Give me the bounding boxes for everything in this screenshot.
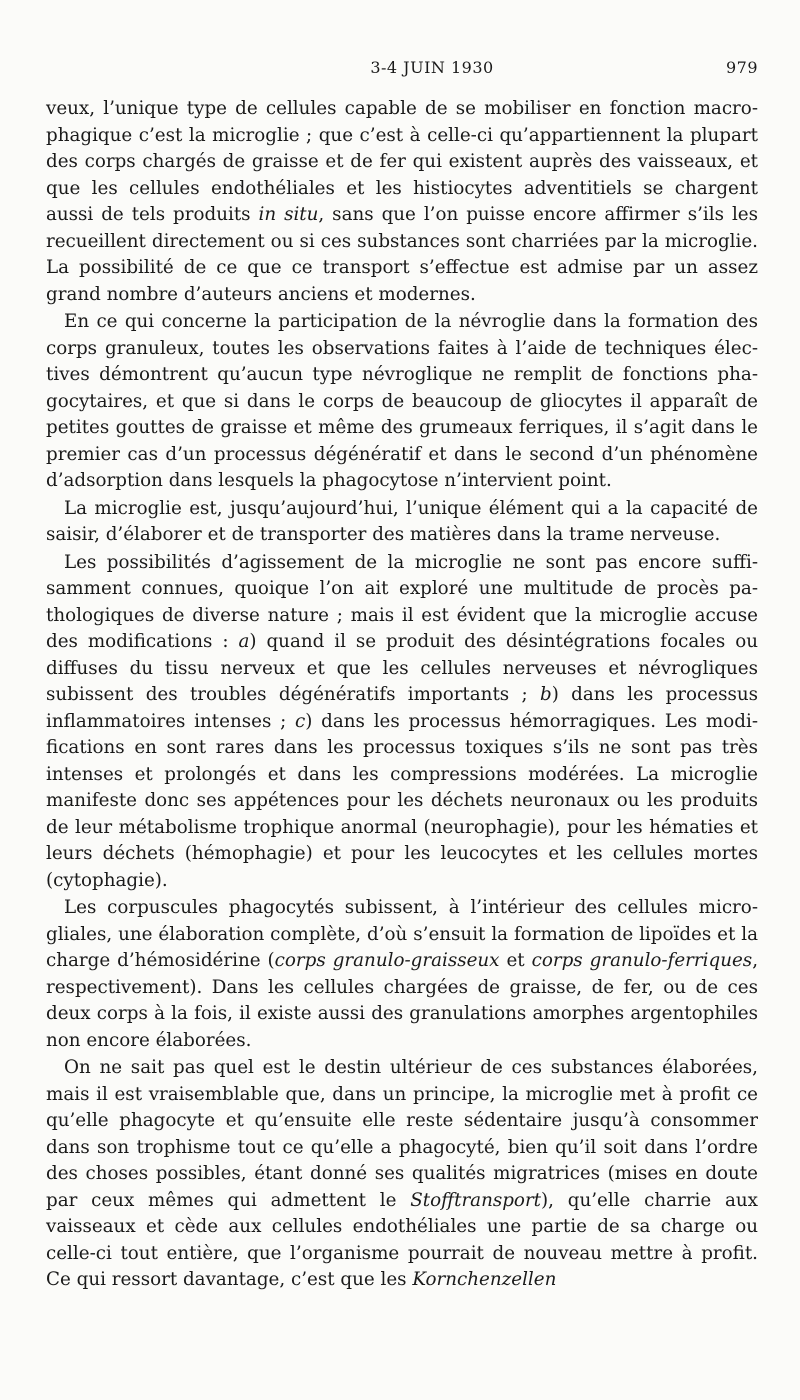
text-run: Les corpuscules phagocytés subissent, à l’intérieur des cellules microgliales, une élaboration complète, d’où s’ensuit la formation de lipoïdes et la charge d’hémosidérine ( bbox=[46, 897, 758, 971]
running-head-date: 3-4 JUIN 1930 bbox=[370, 58, 494, 77]
text-run-italic: in situ bbox=[258, 204, 319, 225]
text-run: et bbox=[499, 950, 532, 971]
paragraph bbox=[46, 309, 758, 495]
text-run: En ce qui concerne la participation de la névroglie dans la formation des corps granuleux, toutes les observations faites à l’aide de techniques électives démontrent qu’aucun type névroglique ne remplit de fonctions phagocytaires, et que si dans le corps de beaucoup de gliocytes il apparaît de petites gouttes de graisse et même des grumeaux ferriques, il s’agit dans le premier cas d’un processus dégénératif et dans le second d’un phénomène d’adsorption dans lesquels la phagocytose n’intervient point. bbox=[46, 311, 758, 491]
text-run: , respectivement). Dans les cellules chargées de graisse, de fer, ou de ces deux corps à la fois, il existe aussi des granulations amorphes argentophiles non encore élaborées. bbox=[46, 950, 758, 1051]
text-run-italic: Stofftransport bbox=[410, 1189, 542, 1211]
running-head bbox=[46, 58, 758, 82]
text-run: ) dans les processus inflammatoires intenses ; bbox=[46, 684, 758, 732]
page-number: 979 bbox=[725, 58, 758, 77]
text-run: La microglie est, jusqu’aujourd’hui, l’unique élément qui a la capacité de saisir, d’élaborer et de transporter des matières dans la trame nerveuse. bbox=[46, 497, 758, 545]
text-run: Les possibilités d’agissement de la microglie ne sont pas encore suffisamment connues, quoique l’on ait exploré une multitude de procès pathologiques de diverse nature ; mais il est évident que la microglie accuse des modifications : bbox=[46, 551, 758, 652]
text-run: ), qu’elle charrie aux vaisseaux et cède aux cellules endothéliales une partie de sa charge ou celle-ci tout entière, que l’organisme pourrait de nouveau mettre à profit. Ce qui ressort davantage, c’est que les bbox=[46, 1189, 758, 1290]
text-run: , sans que l’on puisse encore affirmer s’ils les recueillent directement ou si ces substances sont charriées par la microglie. La possibilité de ce que ce transport s’effectue est admise par un assez grand nombre d’auteurs anciens et modernes. bbox=[46, 204, 758, 305]
text-run-italic: a bbox=[238, 631, 250, 652]
paragraph bbox=[46, 550, 758, 895]
text-run-italic: Kornchenzellen bbox=[412, 1269, 557, 1290]
paragraph bbox=[46, 1055, 758, 1294]
text-run: veux, l’unique type de cellules capable de se mobiliser en fonction macrophagique c’est la microglie ; que c’est à celle-ci qu’appartiennent la plupart des corps chargés de graisse et de fer qui existent auprès des vaisseaux, et que les cellules endothéliales et les histiocytes adventitiels se chargent aussi de tels produits bbox=[46, 98, 758, 225]
text-run-italic: b bbox=[539, 684, 552, 705]
text-run: ) quand il se produit des désintégrations focales ou diffuses du tissu nerveux et que les cellules nerveuses et névrogliques subissent des troubles dégénératifs importants ; bbox=[46, 631, 758, 705]
paragraph bbox=[46, 895, 758, 1054]
text-run-italic: corps granulo-ferriques bbox=[531, 950, 753, 971]
article-body bbox=[46, 96, 758, 1294]
paragraph bbox=[46, 496, 758, 549]
text-run-italic: corps granulo-graisseux bbox=[274, 950, 500, 971]
text-run-italic: c bbox=[295, 710, 306, 732]
text-run: On ne sait pas quel est le destin ultérieur de ces substances élaborées, mais il est vraisemblable que, dans un principe, la microglie met à profit ce qu’elle phagocyte et qu’ensuite elle reste sédentaire jusqu’à consommer dans son trophisme tout ce qu’elle a phagocyté, bien qu’il soit dans l’ordre des choses possibles, étant donné ses qualités migratrices (mises en doute par ceux mêmes qui admettent le bbox=[46, 1057, 758, 1211]
text-run: ) dans les processus hémorragiques. Les modifications en sont rares dans les processus toxiques s’ils ne sont pas très intenses et prolongés et dans les compressions modérées. La microglie manifeste donc ses appétences pour les déchets neuronaux ou les produits de leur métabolisme trophique anormal (neurophagie), pour les hématies et leurs déchets (hémophagie) et pour les leucocytes et les cellules mortes (cytophagie). bbox=[46, 710, 759, 891]
paragraph bbox=[46, 96, 758, 308]
